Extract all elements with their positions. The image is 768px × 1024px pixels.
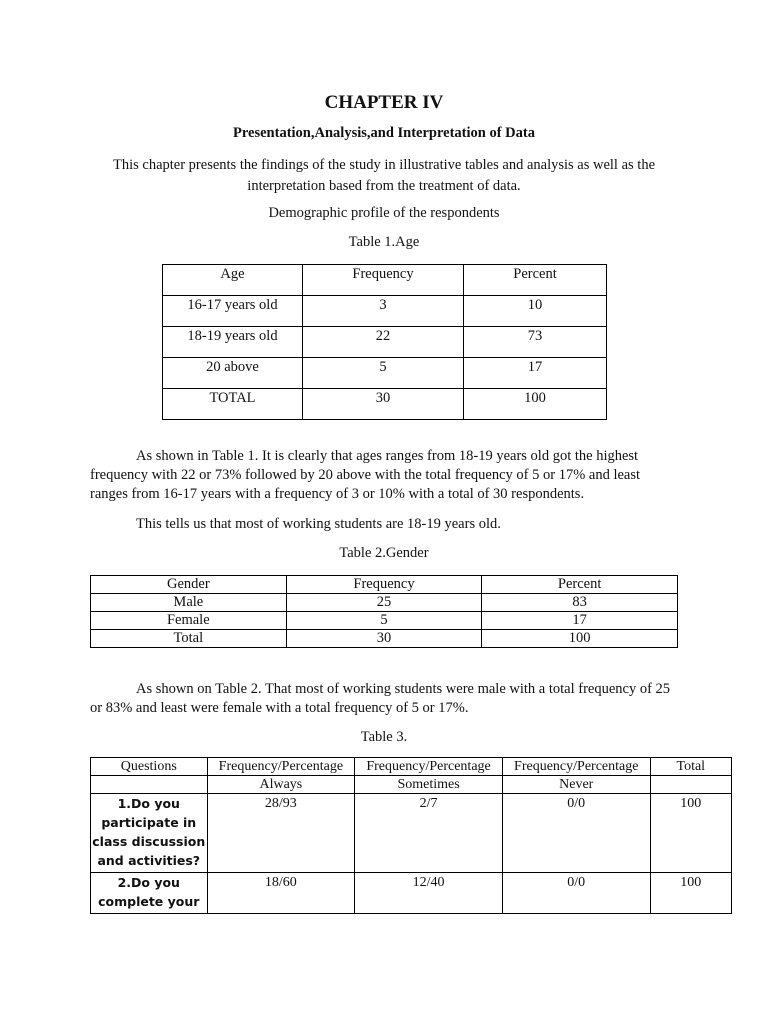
table-cell: 100 [464,389,607,420]
table-header-cell [91,776,208,794]
table-cell: 17 [464,358,607,389]
chapter-title: CHAPTER IV [324,92,444,113]
table-total-row [91,630,678,648]
table-cell: Total [91,630,287,648]
table-cell: 18-19 years old [163,327,303,358]
participation-table [90,757,732,914]
table-cell: 12/40 [355,873,503,914]
table-total-row [163,389,607,420]
table-cell: TOTAL [163,389,303,420]
table-header-cell: Frequency/Percentage [502,758,650,776]
table-header-row [163,265,607,296]
table3-caption: Table 3. [360,729,408,745]
table-row [163,358,607,389]
table-header-cell: Age [163,265,303,296]
table-cell: 10 [464,296,607,327]
question-cell: 1.Do you participate in class discussion and activities? [91,794,208,873]
table1-conclusion: This tells us that most of working students are 18-19 years old. [136,516,501,532]
table-cell: Male [91,594,287,612]
table-cell: 20 above [163,358,303,389]
table-header-cell: Sometimes [355,776,503,794]
table-row [163,296,607,327]
table2-caption: Table 2.Gender [339,545,429,561]
table-cell: 2/7 [355,794,503,873]
table-row [91,794,732,873]
table-cell: 3 [303,296,464,327]
table-cell: 18/60 [207,873,355,914]
table-header-row [91,758,732,776]
table-header-cell: Frequency [286,576,482,594]
age-table [162,264,607,420]
table-header-cell: Frequency/Percentage [355,758,503,776]
table-cell: 100 [482,630,678,648]
table1-analysis-paragraph [90,447,680,504]
table-row [91,612,678,630]
table-cell: 25 [286,594,482,612]
table-header-cell: Gender [91,576,287,594]
demographic-heading: Demographic profile of the respondents [268,205,500,221]
table-header-cell [650,776,731,794]
table-cell: 16-17 years old [163,296,303,327]
table-header-row [91,576,678,594]
section-subtitle: Presentation,Analysis,and Interpretation of Data [233,125,535,141]
table-cell: 83 [482,594,678,612]
table-row [91,873,732,914]
paragraph-text: As shown on Table 2. That most of working students were male with a total frequency of 25 or 83% and least were female with a total frequency of 5 or 17%. [90,681,671,716]
table-cell: Female [91,612,287,630]
intro-paragraph: This chapter presents the findings of the study in illustrative tables and analysis as well as the interpretation based from the treatment of data. [112,157,655,194]
table-header-cell: Never [502,776,650,794]
table-cell: 0/0 [502,873,650,914]
table2-analysis-paragraph [90,680,680,718]
table-header-cell: Questions [91,758,208,776]
table-header-cell: Total [650,758,731,776]
table-row [163,327,607,358]
table-cell: 73 [464,327,607,358]
table-header-cell: Percent [464,265,607,296]
table-cell: 17 [482,612,678,630]
table-cell: 30 [303,389,464,420]
table-cell: 5 [286,612,482,630]
table-subheader-row [91,776,732,794]
table-header-cell: Always [207,776,355,794]
question-cell: 2.Do you complete your [91,873,208,914]
table-cell: 100 [650,873,731,914]
table-header-cell: Percent [482,576,678,594]
table-cell: 100 [650,794,731,873]
gender-table [90,575,678,648]
table-cell: 28/93 [207,794,355,873]
table-row [91,594,678,612]
table1-caption: Table 1.Age [348,234,420,250]
table-cell: 0/0 [502,794,650,873]
table-header-cell: Frequency [303,265,464,296]
table-cell: 30 [286,630,482,648]
table-cell: 22 [303,327,464,358]
table-header-cell: Frequency/Percentage [207,758,355,776]
paragraph-text: As shown in Table 1. It is clearly that ages ranges from 18-19 years old got the highest frequency with 22 or 73% followed by 20 above with the total frequency of 5 or 17% and least ranges from 16-17 years with a frequency of 3 or 10% with a total of 30 respondents. [90,448,641,502]
table-cell: 5 [303,358,464,389]
